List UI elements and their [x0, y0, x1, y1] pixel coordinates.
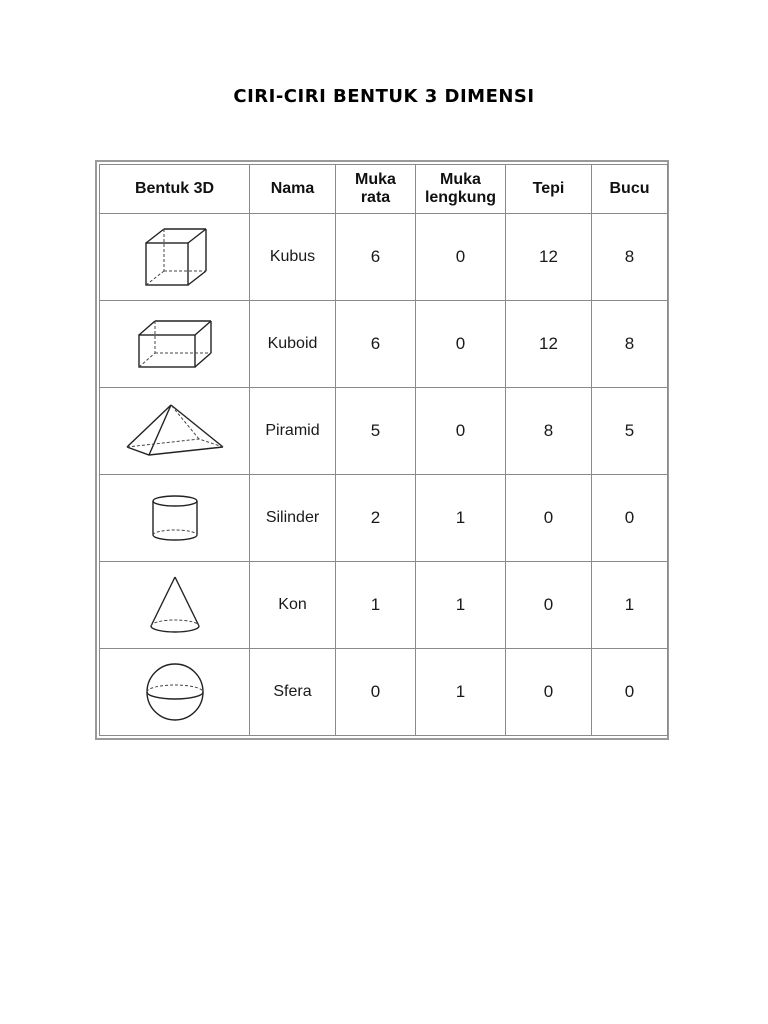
- edges-cell: 8: [506, 388, 592, 475]
- vertices-cell: 0: [592, 649, 668, 736]
- header-flat-faces-line1: Muka: [355, 171, 396, 188]
- curved-faces-cell: 0: [416, 214, 506, 301]
- header-curved-faces-line1: Muka: [440, 171, 481, 188]
- curved-faces-cell: 1: [416, 475, 506, 562]
- table-row: [100, 649, 668, 736]
- vertices-cell: 1: [592, 562, 668, 649]
- edges-cell: 0: [506, 475, 592, 562]
- shapes-table: [99, 164, 668, 736]
- flat-faces-cell: 0: [336, 649, 416, 736]
- curved-faces-cell: 1: [416, 649, 506, 736]
- vertices-cell: 0: [592, 475, 668, 562]
- name-cell: Piramid: [250, 388, 336, 475]
- header-row: [100, 165, 668, 214]
- edges-cell: 0: [506, 562, 592, 649]
- curved-faces-cell: 0: [416, 301, 506, 388]
- cuboid-icon: [135, 317, 215, 371]
- edges-cell: 12: [506, 301, 592, 388]
- name-cell: Kon: [250, 562, 336, 649]
- name-cell: Sfera: [250, 649, 336, 736]
- shape-cell: [100, 475, 250, 562]
- table-row: [100, 562, 668, 649]
- vertices-cell: 5: [592, 388, 668, 475]
- header-edges: Tepi: [506, 165, 592, 214]
- name-cell: Silinder: [250, 475, 336, 562]
- header-vertices: Bucu: [592, 165, 668, 214]
- shape-cell: [100, 649, 250, 736]
- flat-faces-cell: 1: [336, 562, 416, 649]
- flat-faces-cell: 6: [336, 214, 416, 301]
- name-cell: Kuboid: [250, 301, 336, 388]
- shape-cell: [100, 562, 250, 649]
- shapes-table-frame: [95, 160, 669, 740]
- flat-faces-cell: 5: [336, 388, 416, 475]
- header-curved-faces: [416, 165, 506, 214]
- edges-cell: 12: [506, 214, 592, 301]
- table-row: [100, 214, 668, 301]
- flat-faces-cell: 6: [336, 301, 416, 388]
- header-name: Nama: [250, 165, 336, 214]
- table-row: [100, 388, 668, 475]
- cube-icon: [140, 225, 210, 289]
- header-curved-faces-line2: lengkung: [424, 189, 497, 206]
- flat-faces-cell: 2: [336, 475, 416, 562]
- curved-faces-cell: 0: [416, 388, 506, 475]
- header-flat-faces: [336, 165, 416, 214]
- name-cell: Kubus: [250, 214, 336, 301]
- shape-cell: [100, 301, 250, 388]
- header-flat-faces-line2: rata: [360, 189, 391, 206]
- shape-cell: [100, 214, 250, 301]
- sphere-icon: [144, 661, 206, 723]
- vertices-cell: 8: [592, 301, 668, 388]
- table-row: [100, 301, 668, 388]
- cylinder-icon: [148, 493, 202, 543]
- cone-icon: [147, 574, 203, 636]
- page-title: CIRI-CIRI BENTUK 3 DIMENSI: [233, 86, 535, 107]
- header-shape: Bentuk 3D: [100, 165, 250, 214]
- vertices-cell: 8: [592, 214, 668, 301]
- shape-cell: [100, 388, 250, 475]
- table-row: [100, 475, 668, 562]
- edges-cell: 0: [506, 649, 592, 736]
- curved-faces-cell: 1: [416, 562, 506, 649]
- pyramid-icon: [125, 401, 225, 461]
